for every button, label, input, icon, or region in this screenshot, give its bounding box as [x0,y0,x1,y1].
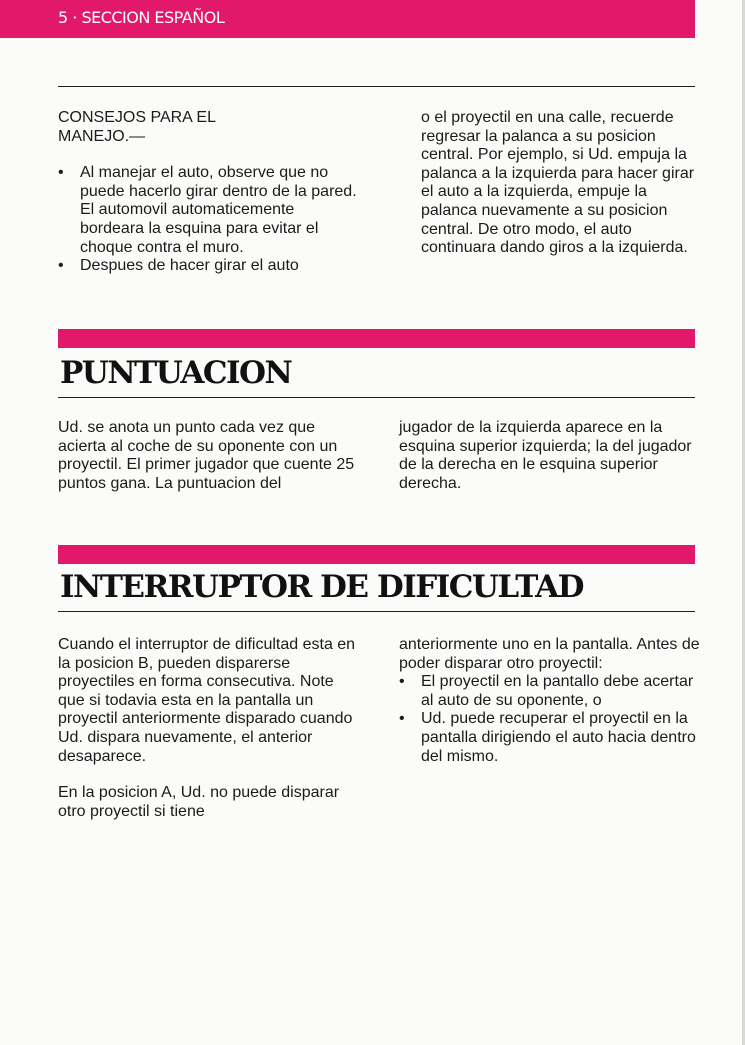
puntuacion-left-text: Ud. se anota un punto cada vez que acierta al coche de su oponente con un proyectil. El primer jugador que cuente 25 puntos gana. La puntuacion del [58,419,355,492]
puntuacion-left-column [58,419,356,493]
dificultad-bullet: • Ud. puede recuperar el proyectil en la pantalla dirigiendo el auto hacia dentro del mismo. [399,710,701,766]
dificultad-band [58,545,695,564]
dificultad-right-column [399,636,701,766]
dificultad-left-para2: En la posicion A, Ud. no puede disparar otro proyectil si tiene [58,784,340,820]
puntuacion-right-text: jugador de la izquierda aparece en la esquina superior izquierda; la del jugador de la derecha en le esquina superior derecha. [399,419,692,492]
dificultad-left-column [58,636,356,821]
top-rule [58,86,695,87]
header-band [0,0,695,38]
dificultad-bullet-list [399,673,701,766]
puntuacion-band [58,329,695,348]
puntuacion-title: PUNTUACION [60,355,292,391]
consejos-bullet: • Al manejar el auto, observe que no puede hacerlo girar dentro de la pared. El automovil automaticemente bordeara la esquina para evitar el choque contra el muro. [58,164,358,257]
consejos-heading-line1: CONSEJOS PARA EL [58,109,216,126]
dificultad-bullet: • El proyectil en la pantallo debe acertar al auto de su oponente, o [399,673,701,710]
consejos-right-column [421,109,697,258]
dificultad-left-para1: Cuando el interruptor de dificultad esta en la posicion B, pueden disparerse proyectiles en forma consecutiva. Note que si todavia esta en la pantalla un proyectil anteriormente disparado cuando Ud. dispara nuevamente, el anterior desaparece. [58,636,356,765]
consejos-heading-line2: MANEJO.— [58,127,146,145]
consejos-bullet-list [58,164,358,276]
puntuacion-rule [58,397,695,398]
dificultad-rule [58,611,695,612]
consejos-left-column [58,109,358,276]
consejos-right-text: o el proyectil en una calle, recuerde regresar la palanca a su posicion central. Por ejemplo, si Ud. empuja la palanca a la izquierda para hacer girar el auto a la izquierda, empuje la palanca nuevamente a su posicion central. De otro modo, el auto continuara dando giros a la izquierda. [421,109,695,257]
page-header-text: 5 · SECCION ESPAÑOL [58,8,225,27]
consejos-bullet: • Despues de hacer girar el auto [58,257,358,276]
dificultad-right-intro: anteriormente uno en la pantalla. Antes de poder disparar otro proyectil: [399,636,700,672]
puntuacion-right-column [399,419,699,493]
dificultad-title: INTERRUPTOR DE DIFICULTAD [60,569,584,605]
